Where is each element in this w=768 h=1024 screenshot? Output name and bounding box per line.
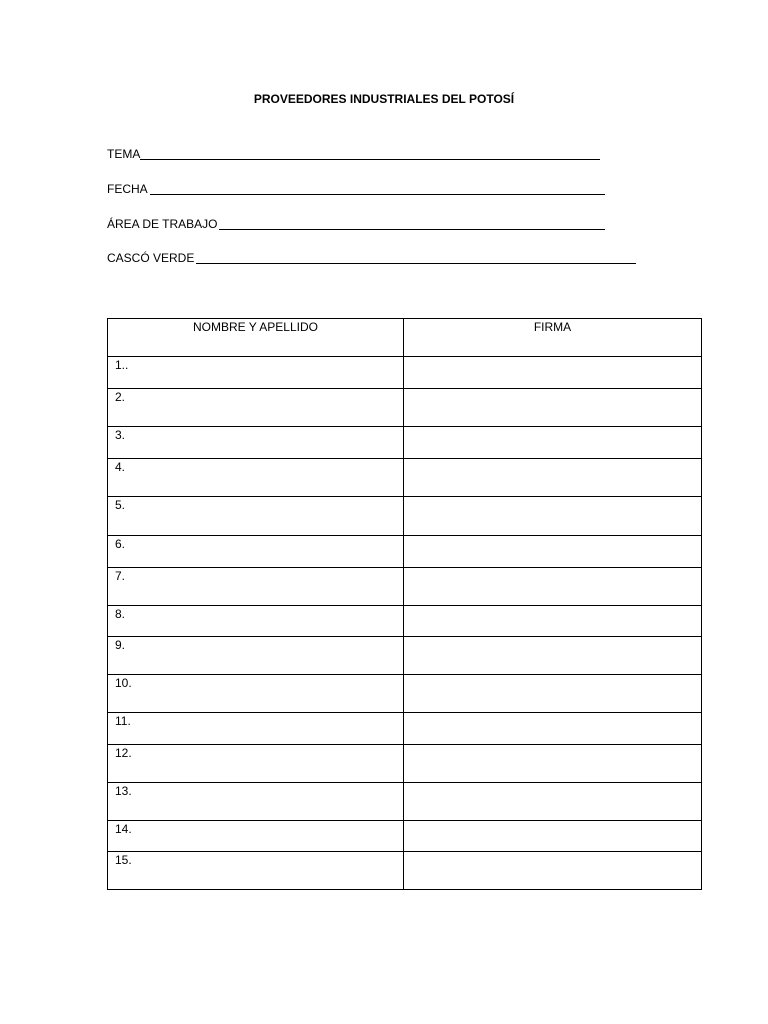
table-row xyxy=(108,606,702,637)
field-fecha xyxy=(107,180,605,196)
field-tema-label: TEMA xyxy=(107,147,141,161)
signature-cell xyxy=(404,745,702,783)
header-nombre: NOMBRE Y APELLIDO xyxy=(108,319,404,357)
signature-cell xyxy=(404,606,702,637)
document-title: PROVEEDORES INDUSTRIALES DEL POTOSÍ xyxy=(253,92,515,106)
signature-cell xyxy=(404,536,702,568)
row-number: 14. xyxy=(108,821,404,852)
table-row xyxy=(108,745,702,783)
row-number: 8. xyxy=(108,606,404,637)
signature-cell xyxy=(404,427,702,459)
table-row xyxy=(108,389,702,427)
table-row xyxy=(108,568,702,606)
row-number: 15. xyxy=(108,852,404,890)
row-number: 10. xyxy=(108,675,404,713)
signature-cell xyxy=(404,675,702,713)
table-row xyxy=(108,675,702,713)
field-casco-verde xyxy=(107,249,636,265)
signature-cell xyxy=(404,637,702,675)
field-area-de-trabajo xyxy=(107,215,605,231)
table-row xyxy=(108,536,702,568)
field-tema-line xyxy=(140,147,600,160)
field-fecha-label: FECHA xyxy=(107,182,148,196)
row-number: 7. xyxy=(108,568,404,606)
signature-cell xyxy=(404,568,702,606)
signature-cell xyxy=(404,783,702,821)
field-area-label: ÁREA DE TRABAJO xyxy=(107,217,218,231)
table-row xyxy=(108,459,702,497)
signature-cell xyxy=(404,821,702,852)
field-area-line xyxy=(219,217,605,230)
table-row xyxy=(108,713,702,745)
field-casco-label: CASCÓ VERDE xyxy=(107,251,195,265)
table-row xyxy=(108,497,702,536)
row-number: 13. xyxy=(108,783,404,821)
table-row xyxy=(108,852,702,890)
row-number: 3. xyxy=(108,427,404,459)
signature-cell xyxy=(404,357,702,389)
row-number: 2. xyxy=(108,389,404,427)
signature-cell xyxy=(404,389,702,427)
table-row xyxy=(108,427,702,459)
row-number: 9. xyxy=(108,637,404,675)
row-number: 4. xyxy=(108,459,404,497)
table-row xyxy=(108,783,702,821)
table-row xyxy=(108,637,702,675)
table-row xyxy=(108,357,702,389)
attendance-table xyxy=(107,318,702,890)
header-firma: FIRMA xyxy=(404,319,702,357)
field-fecha-line xyxy=(150,182,605,195)
signature-cell xyxy=(404,713,702,745)
row-number: 11. xyxy=(108,713,404,745)
signature-cell xyxy=(404,852,702,890)
signature-cell xyxy=(404,497,702,536)
table-header-row xyxy=(108,319,702,357)
field-casco-line xyxy=(196,251,636,264)
row-number: 6. xyxy=(108,536,404,568)
row-number: 12. xyxy=(108,745,404,783)
field-tema xyxy=(107,145,600,161)
signature-cell xyxy=(404,459,702,497)
table-row xyxy=(108,821,702,852)
row-number: 1.. xyxy=(108,357,404,389)
row-number: 5. xyxy=(108,497,404,536)
